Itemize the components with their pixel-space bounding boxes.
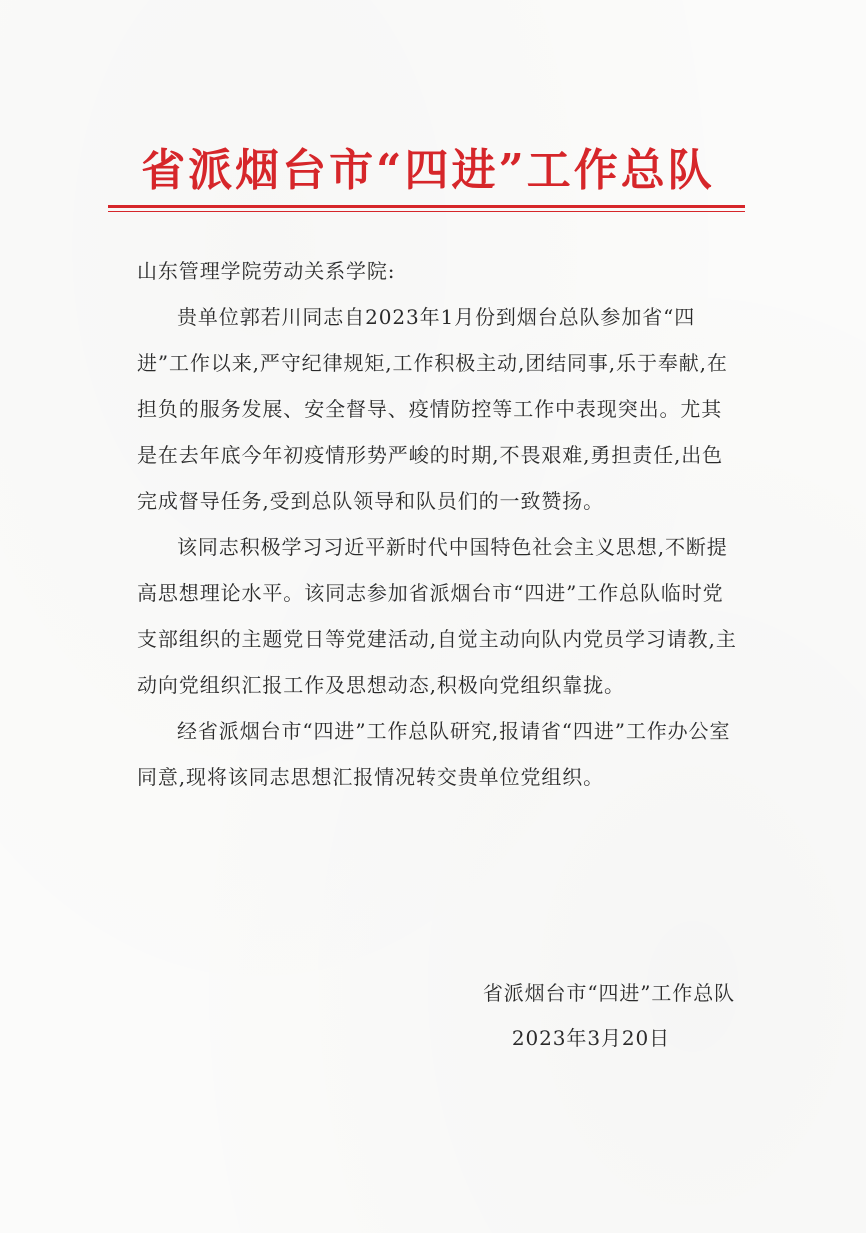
letter-paragraph-2: 该同志积极学习习近平新时代中国特色社会主义思想,不断提高思想理论水平。该同志参加省派烟台市“四进”工作总队临时党支部组织的主题党日等党建活动,自觉主动向队内党员学习请教,主动向党组织汇报工作及思想动态,积极向党组织靠拢。 (137, 535, 737, 697)
letterhead-title: 省派烟台市“四进”工作总队 (141, 145, 715, 196)
letterhead-rule-thin (108, 211, 745, 212)
signature-date: 2023年3月20日 (511, 1026, 670, 1050)
letter-body (137, 248, 737, 800)
letter-salutation: 山东管理学院劳动关系学院: (137, 259, 396, 283)
letter-paragraph-1: 贵单位郭若川同志自2023年1月份到烟台总队参加省“四进”工作以来,严守纪律规矩,工作积极主动,团结同事,乐于奉献,在担负的服务发展、安全督导、疫情防控等工作中表现突出。尤其是在去年底今年初疫情形势严峻的时期,不畏艰难,勇担责任,出色完成督导任务,受到总队领导和队员们的一致赞扬。 (137, 305, 728, 513)
letterhead-rule-thick (108, 205, 745, 208)
signature-organization: 省派烟台市“四进”工作总队 (482, 981, 735, 1005)
letter-paragraph-3: 经省派烟台市“四进”工作总队研究,报请省“四进”工作办公室同意,现将该同志思想汇报情况转交贵单位党组织。 (137, 719, 731, 789)
